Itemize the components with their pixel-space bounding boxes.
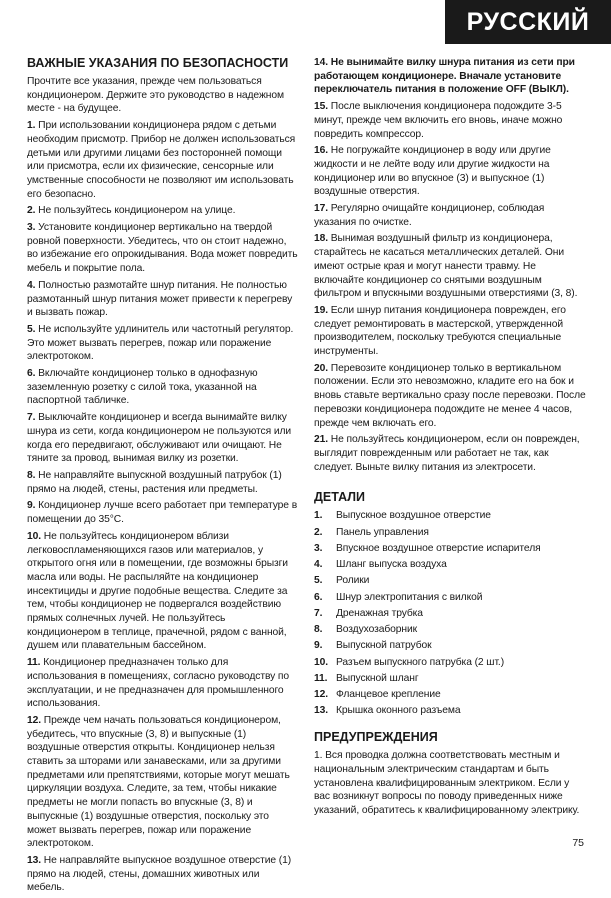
details-item-label: Впускное воздушное отверстие испарителя xyxy=(336,542,541,554)
item-number: 15. xyxy=(314,101,329,113)
safety-item-0 xyxy=(27,119,299,201)
safety-item-4 xyxy=(27,323,299,364)
safety-item-8 xyxy=(27,499,299,526)
item-text: Перевозите кондиционер только в вертикальном положении. Если это невозможно, кладите его на бок и вновь ставьте вертикально сразу после перевозки. После перевозки кондиционера подождите не менее 4 часов, прежде чем включать его. xyxy=(314,362,586,429)
details-list-item xyxy=(314,509,586,523)
item-text: После выключения кондиционера подождите 3-5 минут, прежде чем включить его вновь, иначе можно повредить компрессор. xyxy=(314,101,563,140)
details-item-number: 10. xyxy=(314,656,329,668)
item-text: Полностью размотайте шнур питания. Не полностью размотанный шнур питания может привести к перегреву и вызвать пожар. xyxy=(27,279,293,319)
safety-item-right-2 xyxy=(314,202,586,229)
item-number: 7. xyxy=(27,412,36,424)
safety-item-right-0 xyxy=(314,100,586,141)
details-list-item xyxy=(314,623,586,637)
item-text: Не пользуйтесь кондиционером вблизи легковоспламеняющихся газов или материалов, у открытого огня или в помещении, где возможны брызги масла или воды. Не распыляйте на кондиционер инсектициды и другие подобные вещества. Следите за тем, чтобы кондиционер не подвергался воздействию прямых солнечных лучей. Не пользуйтесь кондиционером в теплице, прачечной, рядом с ванной, душем или плавательным бассейном. xyxy=(27,530,288,652)
safety-item-right-3 xyxy=(314,232,586,301)
details-list-item xyxy=(314,558,586,572)
item-number: 2. xyxy=(27,205,36,217)
item-text: Не пользуйтесь кондиционером, если он поврежден, выглядит поврежденным или работает не так, как следует. Выньте вилку питания из электросети. xyxy=(314,434,580,473)
details-list xyxy=(314,509,586,718)
safety-item-1 xyxy=(27,204,299,218)
item-text: Не пользуйтесь кондиционером на улице. xyxy=(38,205,236,217)
item-number: 16. xyxy=(314,145,329,157)
item-number: 12. xyxy=(27,714,42,726)
details-item-label: Ролики xyxy=(336,575,370,587)
item-number: 11. xyxy=(27,657,41,669)
details-item-number: 6. xyxy=(314,591,323,603)
item-number: 13. xyxy=(27,854,42,866)
item-number: 10. xyxy=(27,530,42,542)
details-list-item xyxy=(314,526,586,540)
safety-item-6 xyxy=(27,411,299,466)
item-text: Вынимая воздушный фильтр из кондиционера, старайтесь не касаться металлических деталей. Они имеют острые края и могут нанести травму. Не включайте кондиционер со снятыми воздушным фильтром и впускными воздушными отверстиями (3, 8). xyxy=(314,233,578,300)
details-item-label: Воздухозаборник xyxy=(336,624,418,636)
details-item-number: 12. xyxy=(314,689,329,701)
item-text: Кондиционер лучше всего работает при температуре в помещении до 35°C. xyxy=(27,500,298,526)
item-text: Не погружайте кондиционер в воду или другие жидкости и не лейте воду или другие жидкости на кондиционер или во впускное (3) и выпускное (1) воздушные отверстия. xyxy=(314,145,551,198)
details-item-label: Шланг выпуска воздуха xyxy=(336,559,447,571)
details-list-item xyxy=(314,656,586,670)
safety-intro: Прочтите все указания, прежде чем пользоваться кондиционером. Держите это руководство в надежном месте - на будущее. xyxy=(27,76,284,115)
details-item-number: 1. xyxy=(314,510,323,522)
details-list-item xyxy=(314,574,586,588)
item-text: Если шнур питания кондиционера поврежден, его следует ремонтировать в мастерской, утвержденной производителем, поскольку требуются специальные инструменты. xyxy=(314,304,566,358)
safety-items-list xyxy=(27,119,299,895)
right-column xyxy=(314,56,586,821)
details-item-label: Шнур электропитания с вилкой xyxy=(336,591,483,603)
item-text: Установите кондиционер вертикально на твердой ровной поверхности. Убедитесь, что он стоит надежно, во избежание его опрокидывания. Вода может повредить мебель и покрытие пола. xyxy=(27,222,298,275)
item-text: Прежде чем начать пользоваться кондиционером, убедитесь, что впускные (3, 8) и выпускные (1) воздушные отверстия открыты. Кондиционер нельзя ставить за шторами или занавесками, или за другими предметами или препятствиями, которые могут мешать циркуляции воздуха. Следите, за тем, чтобы никакие предметы не могли попасть во впускные (3, 8) и выпускные (1) воздушные отверстия, поскольку это может вызвать перегрев, пожар или поражение электротоком. xyxy=(27,714,290,850)
item-text: При использовании кондиционера рядом с детьми необходим присмотр. Прибор не должен использоваться детьми или другими лицами без посторонней помощи или присмотра, если их физические, сенсорные или умственные способности не позволяют им использовать его безопасно. xyxy=(27,120,296,200)
safety-item-11 xyxy=(27,714,299,851)
safety-item-12 xyxy=(27,854,299,895)
warnings-title: ПРЕДУПРЕЖДЕНИЯ xyxy=(314,730,438,745)
details-list-item xyxy=(314,607,586,621)
details-item-number: 4. xyxy=(314,559,323,571)
safety-item-7 xyxy=(27,469,299,496)
safety-item-right-6 xyxy=(314,433,586,474)
details-item-label: Фланцевое крепление xyxy=(336,689,441,701)
item-number: 1. xyxy=(27,120,36,132)
item-text: Не направляйте выпускное воздушное отверстие (1) прямо на людей, стены, домашних животных или мебель. xyxy=(27,854,292,894)
safety-item-10 xyxy=(27,656,299,711)
details-item-label: Крышка оконного разъема xyxy=(336,705,461,717)
details-item-label: Дренажная трубка xyxy=(336,607,423,619)
item-number: 5. xyxy=(27,323,36,335)
details-list-item xyxy=(314,688,586,702)
item-text: Включайте кондиционер только в однофазную заземленную розетку с силой тока, указанной на паспортной табличке. xyxy=(27,368,258,407)
safety-item-9 xyxy=(27,530,299,653)
left-column xyxy=(27,56,299,898)
item-text: Не используйте удлинитель или частотный регулятор. Это может вызвать перегрев, пожар или поражение электротоком. xyxy=(27,323,294,363)
details-list-item xyxy=(314,591,586,605)
details-list-item xyxy=(314,542,586,556)
item-number: 20. xyxy=(314,362,329,374)
item-number: 21. xyxy=(314,434,329,446)
page-number: 75 xyxy=(572,837,584,849)
details-item-label: Выпускное воздушное отверстие xyxy=(336,510,491,522)
item-number: 18. xyxy=(314,233,329,245)
item-number: 8. xyxy=(27,469,36,481)
item-text: Не направляйте выпускной воздушный патрубок (1) прямо на людей, стены, растения или предметы. xyxy=(27,469,282,495)
details-item-label: Панель управления xyxy=(336,526,429,538)
item-text: Регулярно очищайте кондиционер, соблюдая указания по очистке. xyxy=(314,203,545,228)
safety-item-5 xyxy=(27,367,299,408)
item-number: 3. xyxy=(27,222,36,234)
safety-item-right-1 xyxy=(314,144,586,199)
details-item-number: 3. xyxy=(314,542,323,554)
item-text: Выключайте кондиционер и всегда вынимайте вилку шнура из сети, когда кондиционером не пользуются или когда его передвигают, обслуживают или очищают. Не тяните за провод, вынимая вилку из розетки. xyxy=(27,412,292,465)
details-list-item xyxy=(314,639,586,653)
safety-item-right-4 xyxy=(314,304,586,359)
details-item-label: Выпускной патрубок xyxy=(336,640,432,652)
details-title: ДЕТАЛИ xyxy=(314,490,366,505)
details-item-number: 8. xyxy=(314,624,323,636)
details-item-number: 7. xyxy=(314,607,323,619)
safety-item-3 xyxy=(27,279,299,320)
details-item-number: 11. xyxy=(314,672,328,684)
details-list-item xyxy=(314,672,586,686)
details-item-number: 2. xyxy=(314,526,323,538)
item-text: Кондиционер предназначен только для использования в помещениях, согласно руководству по эксплуатации, и не предназначен для промышленного использования. xyxy=(27,657,290,710)
details-item-number: 5. xyxy=(314,575,323,587)
safety-title: ВАЖНЫЕ УКАЗАНИЯ ПО БЕЗОПАСНОСТИ xyxy=(27,56,289,70)
details-item-label: Выпускной шланг xyxy=(336,672,419,684)
warnings-text: 1. Вся проводка должна соответствовать местным и национальным электрическим стандартам и быть установлена квалифицированным электриком. Если у вас возникнут вопросы по поводу приведенных ниже указаний, обратитесь к квалифицированному электрику. xyxy=(314,750,580,816)
item-number: 4. xyxy=(27,279,36,291)
details-item-number: 9. xyxy=(314,640,323,652)
item-number: 19. xyxy=(314,304,329,316)
details-list-item xyxy=(314,704,586,718)
safety-items-list-continued xyxy=(314,100,586,474)
item-number: 6. xyxy=(27,368,36,380)
safety-item-right-5 xyxy=(314,362,586,431)
item-number: 9. xyxy=(27,500,36,512)
item-number: 17. xyxy=(314,203,329,215)
safety-item-2 xyxy=(27,221,299,276)
details-item-number: 13. xyxy=(314,705,329,717)
language-tab: РУССКИЙ xyxy=(445,0,611,44)
safety-item-14: 14. Не вынимайте вилку шнура питания из сети при работающем кондиционере. Вначале установите переключатель питания в положение OFF (ВЫКЛ). xyxy=(314,57,575,96)
details-item-label: Разъем выпускного патрубка (2 шт.) xyxy=(336,656,505,668)
